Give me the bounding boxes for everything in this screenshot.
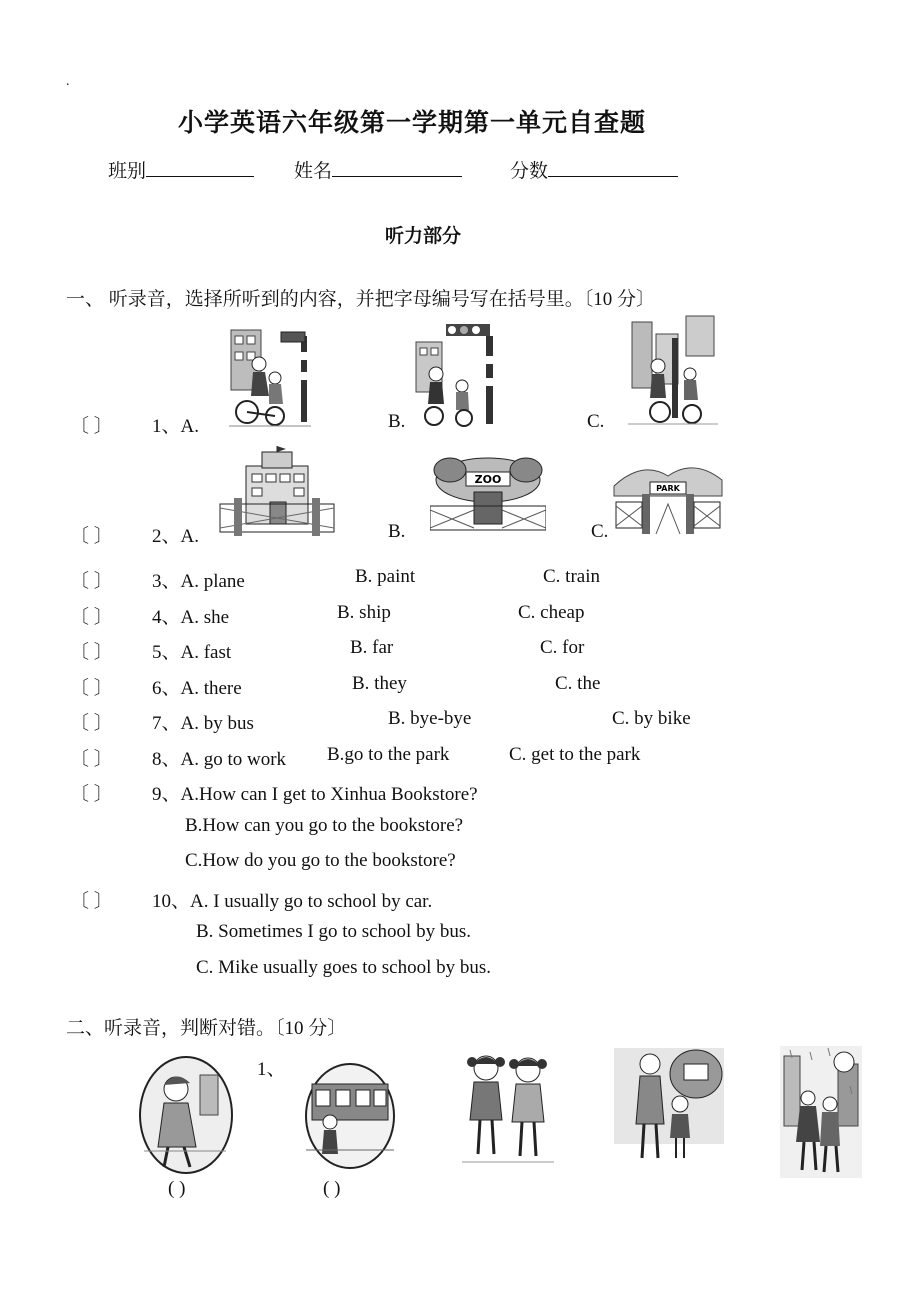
- part2-picture-5: [780, 1046, 862, 1178]
- q10-option-c: C. Mike usually goes to school by bus.: [196, 957, 492, 978]
- q7-option-b: B. bye-bye: [388, 708, 472, 729]
- q1-option-c: C.: [587, 411, 605, 432]
- q5-answer-bracket[interactable]: 〔 〕: [70, 642, 113, 663]
- q2-picture-a-school: [210, 446, 344, 540]
- score-field[interactable]: [548, 158, 678, 177]
- q1-picture-b: [414, 322, 500, 428]
- class-field[interactable]: [146, 158, 254, 177]
- q3-answer-bracket[interactable]: 〔 〕: [70, 571, 113, 592]
- q2-option-c: C.: [591, 521, 609, 542]
- q6-option-a: 6、A. there: [152, 678, 242, 699]
- q6-option-b: B. they: [352, 673, 407, 694]
- section-heading: 听力部分: [385, 226, 462, 247]
- q2-picture-b-zoo: [430, 450, 546, 532]
- score-label: 分数: [510, 161, 549, 182]
- part2-picture-3: [462, 1046, 554, 1166]
- q2-option-b: B.: [388, 521, 406, 542]
- info-score: [510, 156, 678, 183]
- part2-instruction: 二、听录音，判断对错。〔10 分〕: [66, 1018, 347, 1039]
- q9-option-a: 9、A.How can I get to Xinhua Bookstore?: [152, 784, 478, 805]
- q1-answer-bracket[interactable]: 〔 〕: [70, 416, 113, 437]
- q9-option-b: B.How can you go to the bookstore?: [185, 815, 464, 836]
- q9-answer-bracket[interactable]: 〔 〕: [70, 784, 113, 805]
- q2-option-a: 2、A.: [152, 526, 199, 547]
- q6-option-c: C. the: [555, 673, 601, 694]
- q9-option-c: C.How do you go to the bookstore?: [185, 850, 456, 871]
- q1-picture-c: [628, 314, 718, 426]
- q4-option-c: C. cheap: [518, 602, 585, 623]
- q7-option-a: 7、A. by bus: [152, 713, 254, 734]
- class-label: 班别: [108, 161, 147, 182]
- zoo-sign: ZOO: [474, 473, 502, 486]
- part2-answer-2[interactable]: ( ): [323, 1178, 341, 1199]
- q2-row: [70, 521, 113, 548]
- q10-option-b: B. Sometimes I go to school by bus.: [196, 921, 471, 942]
- q5-option-b: B. far: [350, 637, 394, 658]
- part2-picture-4: [614, 1034, 724, 1162]
- part1-instruction: 一、 听录音，选择所听到的内容，并把字母编号写在括号里。〔10 分〕: [66, 289, 656, 310]
- q8-option-b: B.go to the park: [327, 744, 450, 765]
- q6-answer-bracket[interactable]: 〔 〕: [70, 678, 113, 699]
- info-name: [294, 156, 462, 183]
- q10-option-a: 10、A. I usually go to school by car.: [152, 891, 433, 912]
- q4-option-b: B. ship: [337, 602, 391, 623]
- q2-picture-c-park: [612, 456, 724, 536]
- q2-answer-bracket[interactable]: 〔 〕: [70, 526, 113, 547]
- q4-option-a: 4、A. she: [152, 607, 230, 628]
- name-field[interactable]: [332, 158, 462, 177]
- q8-option-c: C. get to the park: [509, 744, 641, 765]
- page-title: 小学英语六年级第一学期第一单元自查题: [178, 110, 647, 137]
- q7-answer-bracket[interactable]: 〔 〕: [70, 713, 113, 734]
- q3-option-b: B. paint: [355, 566, 416, 587]
- part2-picture-2: [300, 1060, 404, 1200]
- park-sign: PARK: [656, 484, 680, 493]
- q7-option-c: C. by bike: [612, 708, 691, 729]
- q1-picture-a: [229, 322, 311, 428]
- part2-answer-1[interactable]: ( ): [168, 1178, 186, 1199]
- info-class: [108, 156, 254, 183]
- q10-answer-bracket[interactable]: 〔 〕: [70, 891, 113, 912]
- part2-item-label: 1、: [257, 1059, 286, 1080]
- q1-option-b: B.: [388, 411, 406, 432]
- q8-option-a: 8、A. go to work: [152, 749, 287, 770]
- header-dot: .: [66, 74, 70, 89]
- part2-picture-1: [130, 1055, 246, 1203]
- q1-row: [70, 411, 113, 438]
- q5-option-c: C. for: [540, 637, 585, 658]
- q3-option-c: C. train: [543, 566, 600, 587]
- q4-answer-bracket[interactable]: 〔 〕: [70, 607, 113, 628]
- q8-answer-bracket[interactable]: 〔 〕: [70, 749, 113, 770]
- name-label: 姓名: [294, 161, 333, 182]
- q5-option-a: 5、A. fast: [152, 642, 232, 663]
- q1-option-a: 1、A.: [152, 416, 199, 437]
- q3-option-a: 3、A. plane: [152, 571, 245, 592]
